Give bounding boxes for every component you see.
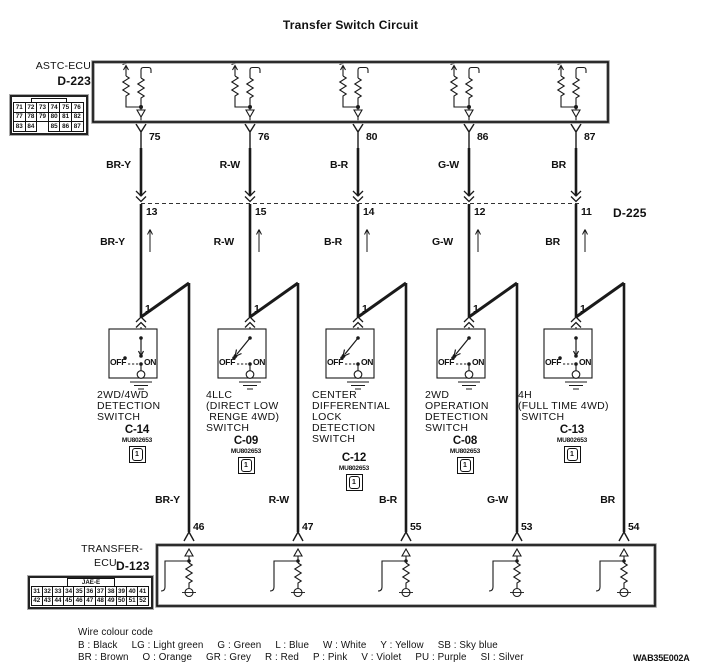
circuit-wiring-4 — [437, 62, 524, 597]
pin-cell: 76 — [71, 102, 84, 113]
bottom-pin-label: 54 — [628, 521, 640, 533]
wire-color-label: BR — [545, 236, 560, 248]
legend-entry: BR : Brown — [78, 652, 129, 663]
document-code: WAB35E002A — [633, 653, 690, 663]
switch-name-line: 4H — [518, 389, 533, 401]
wire-color-label: B-R — [378, 494, 397, 506]
switch-name-line: SWITCH — [312, 433, 356, 445]
switch-connector-id: C-09 — [233, 435, 259, 447]
circuit-wiring-3 — [326, 62, 413, 597]
top-pin-label: 75 — [149, 131, 161, 143]
switch-pin-label: 1 — [362, 303, 368, 315]
legend-entry: O : Orange — [142, 652, 193, 663]
connector-view-icon: 1 — [564, 446, 581, 463]
switch-name-line: SWITCH — [206, 422, 250, 434]
top-pin-label: 87 — [584, 131, 596, 143]
switch-off-label: OFF — [219, 357, 236, 367]
pin-cell: 78 — [25, 112, 38, 123]
pin-cell: 31 — [31, 586, 43, 597]
pin-cell: 37 — [95, 586, 107, 597]
bottom-ecu-name-line1: TRANSFER- — [81, 543, 143, 555]
bottom-pin-grid-header: JAE-E — [67, 578, 115, 588]
switch-pin-label: 1 — [580, 303, 586, 315]
switch-name-line: 2WD/4WD — [97, 389, 149, 401]
pin-cell: 77 — [13, 112, 26, 123]
pin-cell: 48 — [95, 596, 107, 607]
connector-view-icon: 1 — [457, 457, 474, 474]
legend-row-2 — [78, 652, 538, 663]
switch-name-line: (DIRECT LOW — [206, 400, 279, 412]
legend-entry: LG : Light green — [131, 640, 204, 651]
pin-cell: 36 — [84, 586, 96, 597]
wire-color-label: BR-Y — [106, 159, 131, 171]
wire-color-label: G-W — [438, 159, 459, 171]
switch-pin-label: 1 — [145, 303, 151, 315]
pin-cell: 34 — [63, 586, 75, 597]
switch-on-label: ON — [472, 357, 485, 367]
top-ecu-name: ASTC-ECU — [35, 60, 91, 72]
switch-connector-id: C-13 — [559, 424, 585, 436]
pin-cell: 40 — [126, 586, 138, 597]
switch-off-label: OFF — [110, 357, 127, 367]
switch-on-label: ON — [579, 357, 592, 367]
pin-cell: 46 — [73, 596, 85, 607]
connector-view-icon: 1 — [129, 446, 146, 463]
switch-name-line: CENTER — [312, 389, 357, 401]
top-ecu-pin-grid — [10, 95, 88, 135]
pin-cell: 71 — [13, 102, 26, 113]
legend-entry: L : Blue — [275, 640, 310, 651]
pin-cell: 49 — [105, 596, 117, 607]
switch-on-label: ON — [253, 357, 266, 367]
bottom-ecu-pin-grid — [28, 576, 153, 609]
pin-cell: 38 — [105, 586, 117, 597]
junction-pin-label: 13 — [146, 206, 158, 218]
switch-name-line: (FULL TIME 4WD) — [518, 400, 609, 412]
switch-part-number: MU802653 — [449, 448, 481, 455]
wire-color-label: BR — [551, 159, 566, 171]
top-pin-label: 86 — [477, 131, 489, 143]
legend-entry: W : White — [323, 640, 367, 651]
pin-cell: 44 — [52, 596, 64, 607]
switch-name-line: 2WD — [425, 389, 450, 401]
switch-name-line: 4LLC — [206, 389, 233, 401]
connector-view-icon: 1 — [346, 474, 363, 491]
circuit-wiring-2 — [218, 62, 305, 597]
switch-name-line: DETECTION — [425, 411, 489, 423]
pin-cell: 51 — [126, 596, 138, 607]
junction-pin-label: 12 — [474, 206, 486, 218]
switch-name-line: RENGE 4WD) — [206, 411, 280, 423]
pin-cell: 79 — [36, 112, 49, 123]
pin-cell: 72 — [25, 102, 38, 113]
pin-cell: 39 — [116, 586, 128, 597]
legend-entry: PU : Purple — [415, 652, 467, 663]
switch-name-line: LOCK — [312, 411, 342, 423]
wire-color-label: R-W — [219, 159, 240, 171]
switch-off-label: OFF — [438, 357, 455, 367]
pin-cell: 35 — [73, 586, 85, 597]
pin-cell: 81 — [59, 112, 72, 123]
legend-entry: R : Red — [265, 652, 299, 663]
switch-name-line: SWITCH — [425, 422, 469, 434]
pin-cell: 73 — [36, 102, 49, 113]
pin-cell: 42 — [31, 596, 43, 607]
bottom-ecu-name-line2: ECU — [94, 557, 117, 569]
wire-color-label: BR-Y — [100, 236, 125, 248]
bottom-ecu-connector-id: D-123 — [116, 559, 150, 573]
wire-color-label: B-R — [323, 236, 342, 248]
switch-pin-label: 1 — [254, 303, 260, 315]
legend-entry: Y : Yellow — [380, 640, 424, 651]
bottom-pin-label: 53 — [521, 521, 533, 533]
switch-name-line: OPERATION — [425, 400, 489, 412]
bottom-pin-label: 47 — [302, 521, 314, 533]
switch-on-label: ON — [361, 357, 374, 367]
switch-pin-label: 1 — [473, 303, 479, 315]
switch-part-number: MU802653 — [121, 437, 153, 444]
switch-name-line: SWITCH — [97, 411, 141, 423]
pin-cell: 52 — [137, 596, 149, 607]
wire-color-label: G-W — [487, 494, 508, 506]
pin-cell: 43 — [42, 596, 54, 607]
switch-name-line: SWITCH — [518, 411, 565, 423]
junction-pin-label: 15 — [255, 206, 267, 218]
inline-connector-id: D-225 — [613, 206, 647, 220]
pin-cell: 47 — [84, 596, 96, 607]
circuit-wiring-1 — [109, 62, 196, 597]
pin-cell: 82 — [71, 112, 84, 123]
legend-row-1 — [78, 640, 512, 651]
legend-entry: SI : Silver — [480, 652, 524, 663]
pin-cell: 83 — [13, 121, 26, 132]
wire-color-label: BR-Y — [155, 494, 180, 506]
pin-cell: 32 — [42, 586, 54, 597]
page-title: Transfer Switch Circuit — [282, 18, 419, 32]
switch-part-number: MU802653 — [230, 448, 262, 455]
bottom-pin-label: 55 — [410, 521, 422, 533]
switch-name-line: DETECTION — [312, 422, 376, 434]
connector-view-icon: 1 — [238, 457, 255, 474]
top-ecu-box-shadow — [93, 62, 608, 122]
top-pin-label: 80 — [366, 131, 378, 143]
bottom-pin-label: 46 — [193, 521, 205, 533]
pin-cell: 84 — [25, 121, 38, 132]
legend-heading: Wire colour code — [78, 627, 154, 638]
legend-entry: V : Violet — [361, 652, 402, 663]
pin-cell: 86 — [59, 121, 72, 132]
pin-cell: 80 — [48, 112, 61, 123]
wire-color-label: R-W — [213, 236, 234, 248]
switch-on-label: ON — [144, 357, 157, 367]
switch-part-number: MU802653 — [338, 465, 370, 472]
wire-color-label: B-R — [329, 159, 348, 171]
switch-off-label: OFF — [545, 357, 562, 367]
legend-entry: P : Pink — [312, 652, 348, 663]
pin-cell: 41 — [137, 586, 149, 597]
junction-pin-label: 14 — [363, 206, 375, 218]
pin-cell: 74 — [48, 102, 61, 113]
top-ecu-box — [93, 62, 608, 122]
wire-color-label: BR — [600, 494, 615, 506]
pin-cell: 75 — [59, 102, 72, 113]
bottom-pin-grid-row2 — [32, 597, 149, 607]
switch-name-line: DIFFERENTIAL — [312, 400, 391, 412]
switch-name-line: DETECTION — [97, 400, 161, 412]
legend-entry: SB : Sky blue — [437, 640, 498, 651]
wire-color-label: G-W — [432, 236, 453, 248]
top-pin-grid-row3 — [14, 122, 84, 132]
wire-color-label: R-W — [268, 494, 289, 506]
switch-connector-id: C-14 — [124, 424, 150, 436]
switch-part-number: MU802653 — [556, 437, 588, 444]
switch-off-label: OFF — [327, 357, 344, 367]
junction-pin-label: 11 — [581, 206, 592, 218]
top-ecu-connector-id: D-223 — [57, 74, 91, 88]
pin-cell: 50 — [116, 596, 128, 607]
circuit-wiring-5 — [544, 62, 631, 597]
legend-entry: B : Black — [78, 640, 118, 651]
pin-cell: 87 — [71, 121, 84, 132]
switch-connector-id: C-08 — [452, 435, 478, 447]
legend-entry: GR : Grey — [206, 652, 252, 663]
top-pin-label: 76 — [258, 131, 270, 143]
switch-connector-id: C-12 — [341, 452, 367, 464]
pin-cell: 45 — [63, 596, 75, 607]
legend-entry: G : Green — [217, 640, 262, 651]
pin-cell: 33 — [52, 586, 64, 597]
pin-cell: 85 — [48, 121, 61, 132]
